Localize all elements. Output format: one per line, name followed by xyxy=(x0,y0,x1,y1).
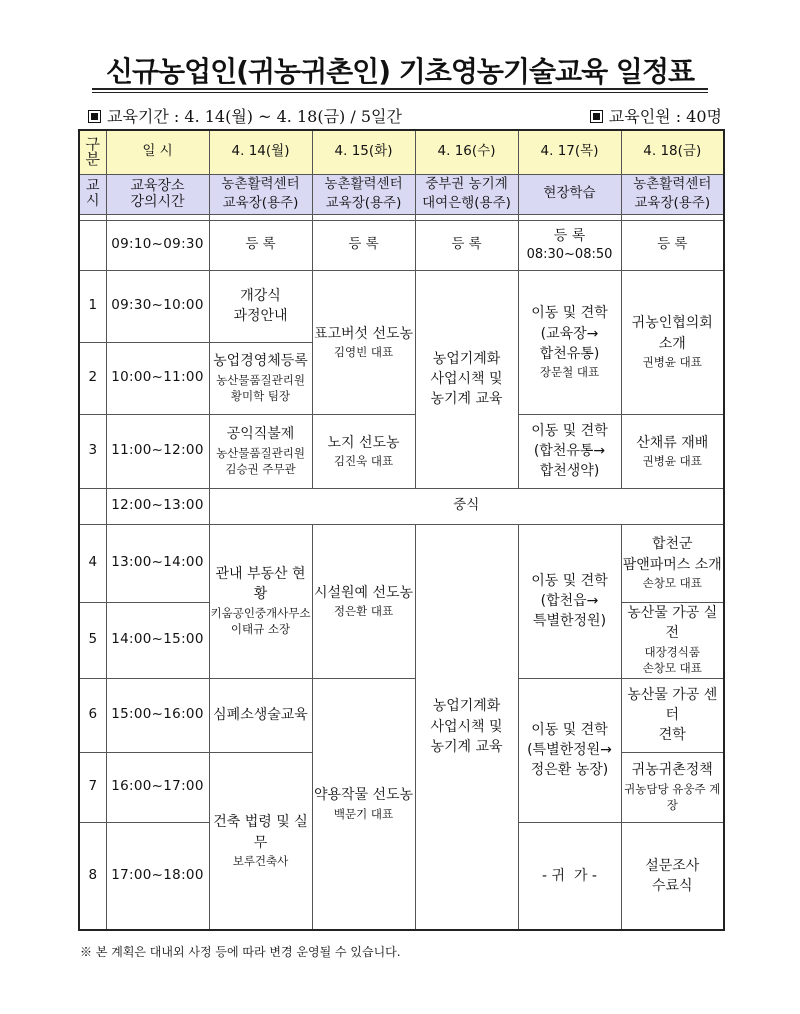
period-time: 12:00~13:00 xyxy=(106,488,209,524)
cell-fri-p3 xyxy=(621,414,724,488)
education-people xyxy=(590,104,722,127)
education-period-text: 교육기간 : 4. 14(월) ~ 4. 18(금) / 5일간 xyxy=(107,107,402,126)
cell-mon-p4-5 xyxy=(209,524,312,678)
thu-p45-title: 이동 및 견학 (합천읍→ 특별한정원) xyxy=(531,572,608,630)
table-row xyxy=(79,270,724,342)
period-number: 7 xyxy=(79,752,106,822)
cell-fri-p4 xyxy=(621,524,724,602)
cell-mon-p7-8 xyxy=(209,752,312,930)
tue-p45-instructor: 정은환 대표 xyxy=(333,603,394,618)
title-underline-thin xyxy=(92,92,708,93)
thu-registration-time: 08:30~08:50 xyxy=(526,246,613,262)
fri-p7-instructor: 귀농담당 유웅주 계장 xyxy=(624,781,721,813)
mon-p45-instructor: 키움공인중개사무소 이태규 소장 xyxy=(210,605,311,637)
tue-p3-title: 노지 선도농 xyxy=(327,434,400,451)
wed-p48-title: 농업기계화 사업시책 및 농기계 교육 xyxy=(430,698,503,756)
fri-p3-title: 산채류 재배 xyxy=(636,434,709,451)
fri-p12-title: 귀농인협의회 소개 xyxy=(631,315,713,352)
header-day-tue: 4. 15(화) xyxy=(312,130,415,174)
period-time: 15:00~16:00 xyxy=(106,678,209,752)
fri-p5-title: 농산물 가공 실전 xyxy=(627,605,718,642)
cell-fri-p5 xyxy=(621,602,724,678)
cell-thu-p4-5 xyxy=(518,524,621,678)
subheader-place-thu: 현장학습 xyxy=(518,174,621,214)
square-bullet-icon xyxy=(88,110,101,123)
mon-p2-title: 농업경영체등록 xyxy=(213,353,308,370)
mon-p6-title: 심폐소생술교육 xyxy=(213,706,308,723)
period-time: 09:30~10:00 xyxy=(106,270,209,342)
square-bullet-icon xyxy=(590,110,603,123)
thu-p8-title: - 귀 가 - xyxy=(542,867,597,884)
cell-fri-registration: 등 록 xyxy=(621,220,724,270)
period-number xyxy=(79,220,106,270)
period-time: 16:00~17:00 xyxy=(106,752,209,822)
cell-tue-p1-2 xyxy=(312,270,415,414)
cell-fri-p1-2 xyxy=(621,270,724,414)
period-time: 09:10~09:30 xyxy=(106,220,209,270)
fri-p12-instructor: 권병윤 대표 xyxy=(642,355,702,370)
cell-thu-p1-2 xyxy=(518,270,621,414)
cell-thu-p3 xyxy=(518,414,621,488)
cell-mon-registration: 등 록 xyxy=(209,220,312,270)
cell-fri-p7 xyxy=(621,752,724,822)
fri-p3-instructor: 권병윤 대표 xyxy=(642,453,702,468)
table-row xyxy=(79,678,724,752)
thu-registration-label: 등 록 xyxy=(553,227,586,244)
tue-p68-instructor: 백문기 대표 xyxy=(333,806,394,821)
cell-tue-p3 xyxy=(312,414,415,488)
page-title: 신규농업인(귀농귀촌인) 기초영농기술교육 일정표 xyxy=(105,55,695,88)
cell-tue-p6-8 xyxy=(312,678,415,930)
fri-p7-title: 귀농귀촌정책 xyxy=(631,762,713,779)
fri-p5-instructor: 대장경식품 손창모 대표 xyxy=(642,644,702,676)
education-period xyxy=(88,104,402,127)
title-underline xyxy=(92,88,708,90)
subheader-place-fri: 농촌활력센터 교육장(용주) xyxy=(621,174,724,214)
header-day-fri: 4. 18(금) xyxy=(621,130,724,174)
table-row xyxy=(79,524,724,602)
cell-tue-p4-5 xyxy=(312,524,415,678)
header-day-wed: 4. 16(수) xyxy=(415,130,518,174)
subheader-place-time-label: 교육장소 강의시간 xyxy=(106,174,209,214)
cell-thu-registration xyxy=(518,220,621,270)
cell-lunch: 중식 xyxy=(209,488,724,524)
tue-p12-instructor: 김영빈 대표 xyxy=(333,344,394,359)
period-number: 3 xyxy=(79,414,106,488)
cell-mon-p6 xyxy=(209,678,312,752)
thu-p3-title: 이동 및 견학 (합천유통→ 합천생약) xyxy=(531,422,608,480)
subheader-place-mon: 농촌활력센터 교육장(용주) xyxy=(209,174,312,214)
period-time: 10:00~11:00 xyxy=(106,342,209,414)
period-number: 4 xyxy=(79,524,106,602)
footnote: ※ 본 계획은 대내외 사정 등에 따라 변경 운영될 수 있습니다. xyxy=(80,945,401,959)
mon-p78-title: 건축 법령 및 실무 xyxy=(213,814,308,851)
fri-p6-title: 농산물 가공 센터 견학 xyxy=(627,686,718,744)
fri-p8-title: 설문조사 수료식 xyxy=(645,857,700,894)
period-number: 1 xyxy=(79,270,106,342)
period-number: 6 xyxy=(79,678,106,752)
period-number: 8 xyxy=(79,822,106,930)
tue-p68-title: 약용작물 선도농 xyxy=(313,787,414,804)
cell-thu-p6-7 xyxy=(518,678,621,822)
mon-p3-title: 공익직불제 xyxy=(226,426,295,443)
cell-wed-registration: 등 록 xyxy=(415,220,518,270)
tue-p3-instructor: 김진욱 대표 xyxy=(333,453,394,468)
mon-p3-instructor: 농산물품질관리원 김승권 주무관 xyxy=(216,445,305,477)
cell-fri-p6 xyxy=(621,678,724,752)
thu-p12-title: 이동 및 견학 (교육장→ 합천유통) xyxy=(531,305,608,362)
period-time: 13:00~14:00 xyxy=(106,524,209,602)
table-row xyxy=(79,414,724,488)
wed-p13-title: 농업기계화 사업시책 및 농기계 교육 xyxy=(430,350,503,408)
mon-p45-title: 관내 부동산 현황 xyxy=(215,566,306,603)
thu-p12-guide: 장문철 대표 xyxy=(539,365,600,380)
header-day-mon: 4. 14(월) xyxy=(209,130,312,174)
period-number: 2 xyxy=(79,342,106,414)
table-row-lunch xyxy=(79,488,724,524)
period-time: 17:00~18:00 xyxy=(106,822,209,930)
cell-thu-p8 xyxy=(518,822,621,930)
mon-p2-instructor: 농산물품질관리원 황미학 팀장 xyxy=(216,372,305,404)
schedule-table xyxy=(78,129,725,931)
cell-mon-p3 xyxy=(209,414,312,488)
education-people-text: 교육인원 : 40명 xyxy=(608,107,722,126)
header-day-thu: 4. 17(목) xyxy=(518,130,621,174)
cell-mon-p2 xyxy=(209,342,312,414)
fri-p4-title: 합천군 팜앤파머스 소개 xyxy=(622,536,722,573)
subheader-gyosi: 교시 xyxy=(79,174,106,214)
period-time: 11:00~12:00 xyxy=(106,414,209,488)
mon-p78-instructor: 보루건축사 xyxy=(232,853,289,868)
cell-wed-p1-3 xyxy=(415,270,518,488)
table-header-row xyxy=(79,130,724,174)
cell-tue-registration: 등 록 xyxy=(312,220,415,270)
subheader-place-tue: 농촌활력센터 교육장(용주) xyxy=(312,174,415,214)
tue-p12-title: 표고버섯 선도농 xyxy=(313,325,414,342)
table-row xyxy=(79,220,724,270)
header-ilsi: 일 시 xyxy=(106,130,209,174)
table-subheader-row xyxy=(79,174,724,214)
fri-p4-instructor: 손창모 대표 xyxy=(642,576,702,591)
mon-p1-title: 개강식 과정안내 xyxy=(233,287,288,325)
cell-wed-p4-8 xyxy=(415,524,518,930)
period-number xyxy=(79,488,106,524)
cell-mon-p1 xyxy=(209,270,312,342)
header-gubun: 구분 xyxy=(79,130,106,174)
tue-p45-title: 시설원예 선도농 xyxy=(313,584,414,601)
cell-fri-p8 xyxy=(621,822,724,930)
thu-p67-title: 이동 및 견학 (특별한정원→ 정은환 농장) xyxy=(527,721,612,779)
subheader-place-wed: 중부권 농기계 대여은행(용주) xyxy=(415,174,518,214)
period-number: 5 xyxy=(79,602,106,678)
period-time: 14:00~15:00 xyxy=(106,602,209,678)
